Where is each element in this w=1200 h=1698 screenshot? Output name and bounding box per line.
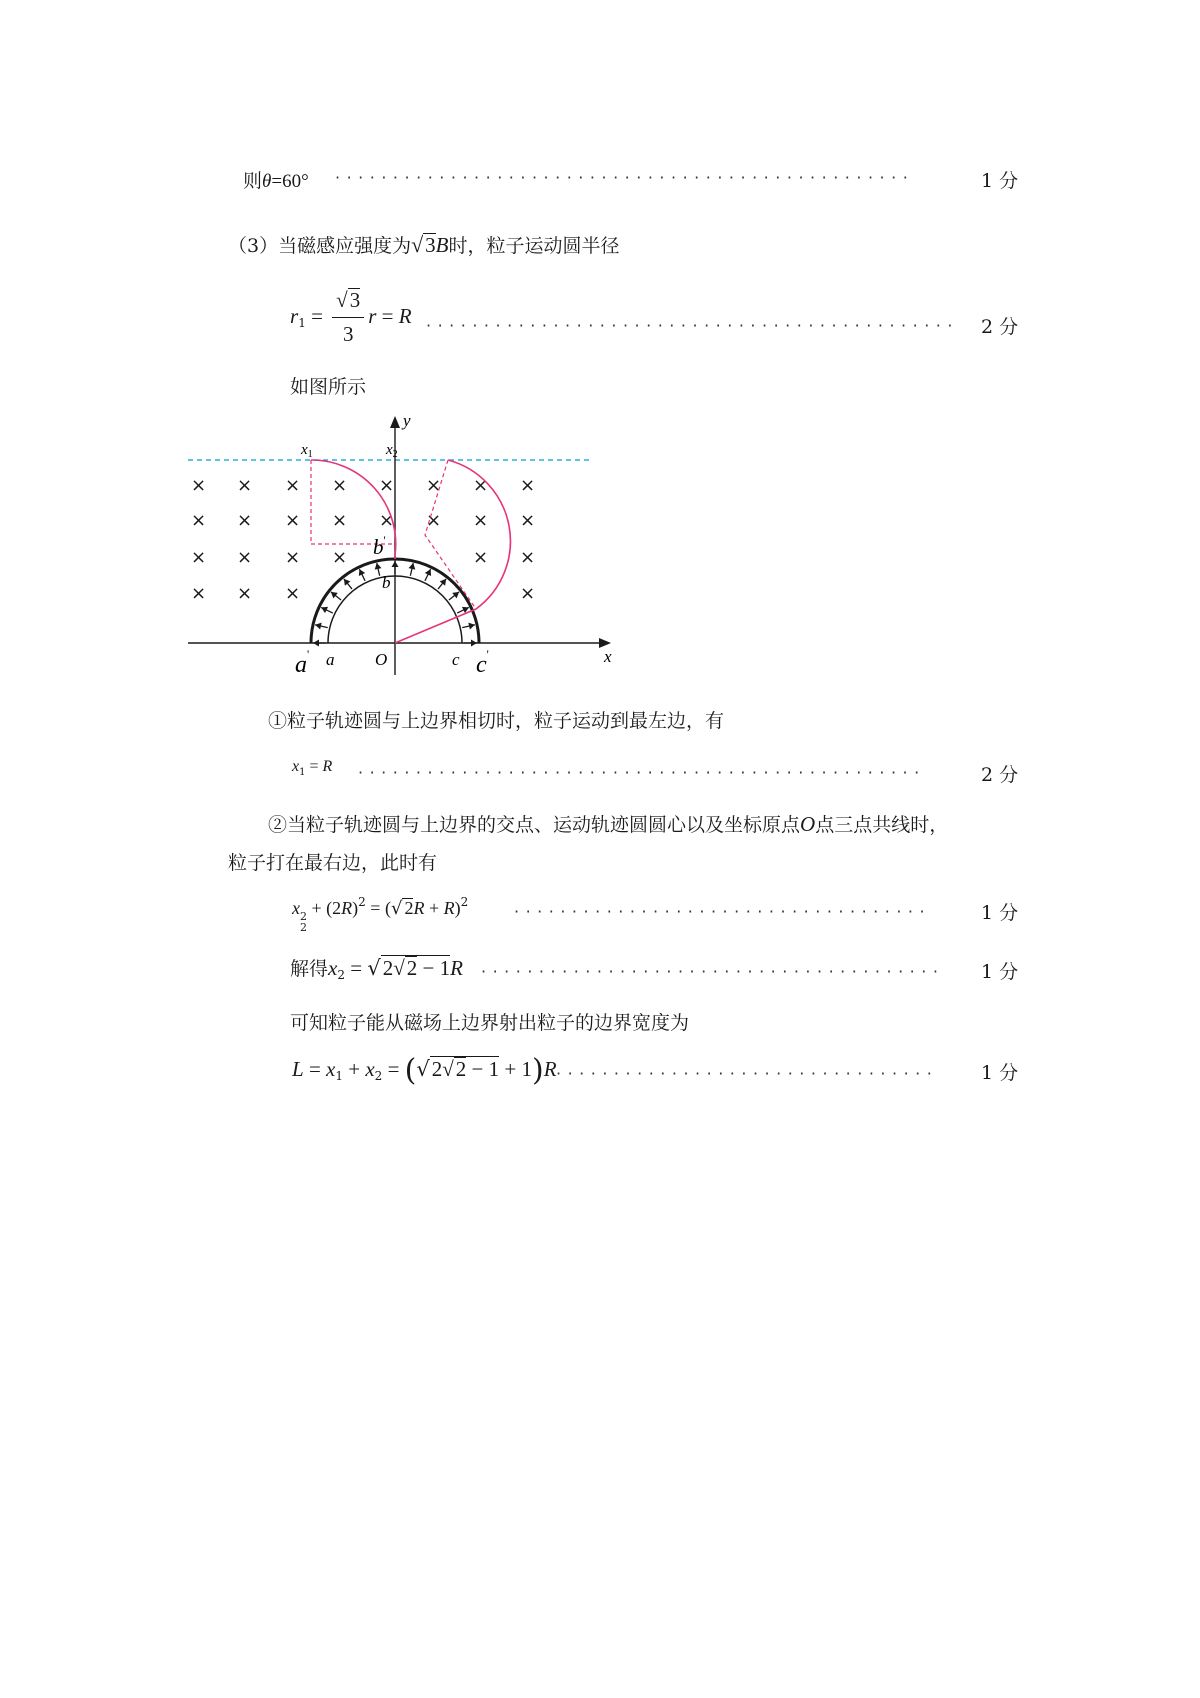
sqrt-inner: 2 [455,1057,467,1081]
label-c: c [452,650,460,669]
score-10: 1 分 [981,961,1019,983]
line-solution: 解得$x_2 = √2√2 - 1R$ [290,956,463,982]
field-cross: × [285,583,301,604]
field-cross: × [426,510,442,531]
line-case2-cont: 粒子打在最右边，此时有 [228,852,438,874]
line-radius-formula [290,288,412,347]
field-cross: × [285,510,301,531]
equals-2: = [382,1057,405,1081]
field-cross: × [191,510,207,531]
x1-sub: 1 [335,1069,343,1083]
field-cross: × [191,583,207,604]
field-cross: × [191,547,207,568]
y-axis-arrow [390,416,400,428]
line-part3-intro: （3）当磁感应强度为√3B时，粒子运动圆半径 [228,232,620,257]
R-symbol-2: R [413,898,425,918]
field-cross: × [332,510,348,531]
equals: = [305,758,323,775]
label-b-prime: b' [373,533,386,559]
line-case1: ①粒子轨迹圆与上边界相切时，粒子运动到最左边，有 [268,710,725,732]
sqrt-3: 3 [425,233,436,257]
line-width-intro: 可知粒子能从磁场上边界射出粒子的边界宽度为 [290,1012,690,1034]
leader-dots: ················································· [358,763,926,782]
radial-arrow-head [440,579,446,586]
plus-2R: + (2 [307,898,342,918]
line-theta [243,166,309,193]
x-symbol: x [292,898,300,918]
fraction: $\frac{√3}{3}$ [332,288,364,347]
score-12: 1 分 [981,1062,1019,1084]
R-symbol: R [543,1057,557,1081]
equals: = [305,304,329,328]
field-cross: × [426,475,442,496]
plus: + [343,1057,366,1081]
text-b: 点三点共线时， [815,814,949,836]
coef: 2 [431,1057,443,1081]
x2-sub: 2 [374,1069,383,1083]
text-prefix: 则 [243,170,263,192]
radial-arrow-head [392,561,399,567]
field-cross: × [237,547,253,568]
field-cross: × [237,510,253,531]
sqrt-2: 2 [404,898,414,918]
sqrt-inner: 2 [406,956,418,980]
x-sub: 2 [337,968,345,982]
R-symbol-3: R [443,898,455,918]
radial-arrow-head [471,640,477,647]
field-cross: × [473,475,489,496]
radius-left [311,460,395,544]
leader-dots: ···································· [514,902,932,921]
radial-arrow-head [313,640,319,647]
plus-1: + 1 [499,1057,532,1081]
x-sub: 1 [299,767,306,778]
field-cross: × [332,475,348,496]
line-case2 [268,810,948,837]
leader-dots: ································· [556,1064,939,1083]
x2-symbol: x [365,1057,375,1081]
radial-arrow-head [452,592,459,598]
x-sub: 2 [300,921,307,934]
trajectory-right [395,460,510,643]
x-sup: 2 [300,910,307,923]
minus-1: − 1 [417,956,451,980]
radial-arrow-head [408,563,415,570]
R-symbol: R [398,304,412,328]
coef: 2 [382,956,394,980]
r-symbol-2: r [368,304,377,328]
score-9: 1 分 [981,902,1019,924]
radial-arrow-head [331,592,338,598]
score-1: 1 分 [981,170,1019,192]
r-symbol: r [290,304,299,328]
label-x2: $x_2$ [386,442,398,460]
line-equation: x 2 2 + $(2R)^2$ = (√ 2R + R)$^2$ [292,895,469,934]
fraction-numerator: 3 [349,288,361,312]
r-sub: 1 [298,316,306,330]
line-x1 [292,756,332,778]
field-cross: × [237,583,253,604]
radial-arrow-head [375,563,382,570]
physics-diagram [183,410,623,685]
R-symbol: R [341,898,353,918]
theta-symbol: θ [262,171,272,192]
label-x1: $x_1$ [301,442,313,460]
field-cross: × [379,510,395,531]
equals: = [303,1057,327,1081]
symbol-B: B [435,233,449,257]
equals-open: = ( [365,898,391,918]
line-width-formula: $L = x_1 + x_2 = (√2√2 - 1 + 1)R$ [292,1053,557,1088]
line-as-shown: 如图所示 [290,376,367,398]
sqrt-outer: 2√2 − 1 [431,1057,500,1081]
text-a: （3）当磁感应强度为 [228,235,412,257]
label-a-prime: a' [295,647,310,678]
close-paren-2: ) [454,898,461,918]
leader-dots: ·············································· [426,316,959,335]
radial-arrow-head [315,623,322,630]
text-prefix: 解得 [290,958,329,980]
x-symbol: x [328,956,338,980]
equals: = [344,956,368,980]
radial-arrow-head [468,623,475,630]
label-O: O [375,650,388,669]
field-cross: × [285,547,301,568]
field-cross: × [191,475,207,496]
field-cross: × [332,547,348,568]
plus: + [424,898,444,918]
field-cross: × [520,547,536,568]
field-cross: × [473,510,489,531]
x1-symbol: x [326,1057,336,1081]
radial-arrow-head [344,579,350,586]
field-cross: × [237,475,253,496]
score-2: 2 分 [981,316,1019,338]
label-c-prime: c' [476,647,489,678]
R-symbol: R [450,956,463,980]
sqrt-outer: 2√2 − 1 [382,956,451,980]
leader-dots: ········································ [481,962,945,981]
sup: 2 [358,895,366,909]
minus-1: − 1 [466,1057,500,1081]
sup-2: 2 [460,895,469,909]
close-paren: ) [352,898,359,918]
field-cross: × [285,475,301,496]
x-symbol: x [292,758,300,775]
equals-2: = [376,304,399,328]
fraction-denominator: 3 [342,322,354,346]
field-cross: × [520,510,536,531]
leader-dots: ·················································· [335,168,915,187]
field-cross: × [520,583,536,604]
score-6: 2 分 [981,764,1019,786]
label-y: y [403,411,411,430]
label-b: b [382,573,391,592]
field-cross: × [520,475,536,496]
theta-value: =60° [271,171,309,192]
O-symbol: O [800,812,816,836]
field-cross: × [379,475,395,496]
text-b: 时，粒子运动圆半径 [448,235,620,257]
L-symbol: L [292,1057,304,1081]
field-cross: × [473,547,489,568]
label-a: a [326,650,335,669]
label-x: x [604,647,612,666]
text-a: ②当粒子轨迹圆与上边界的交点、运动轨迹圆圆心以及坐标原点 [268,814,801,836]
R-symbol: R [322,758,333,775]
